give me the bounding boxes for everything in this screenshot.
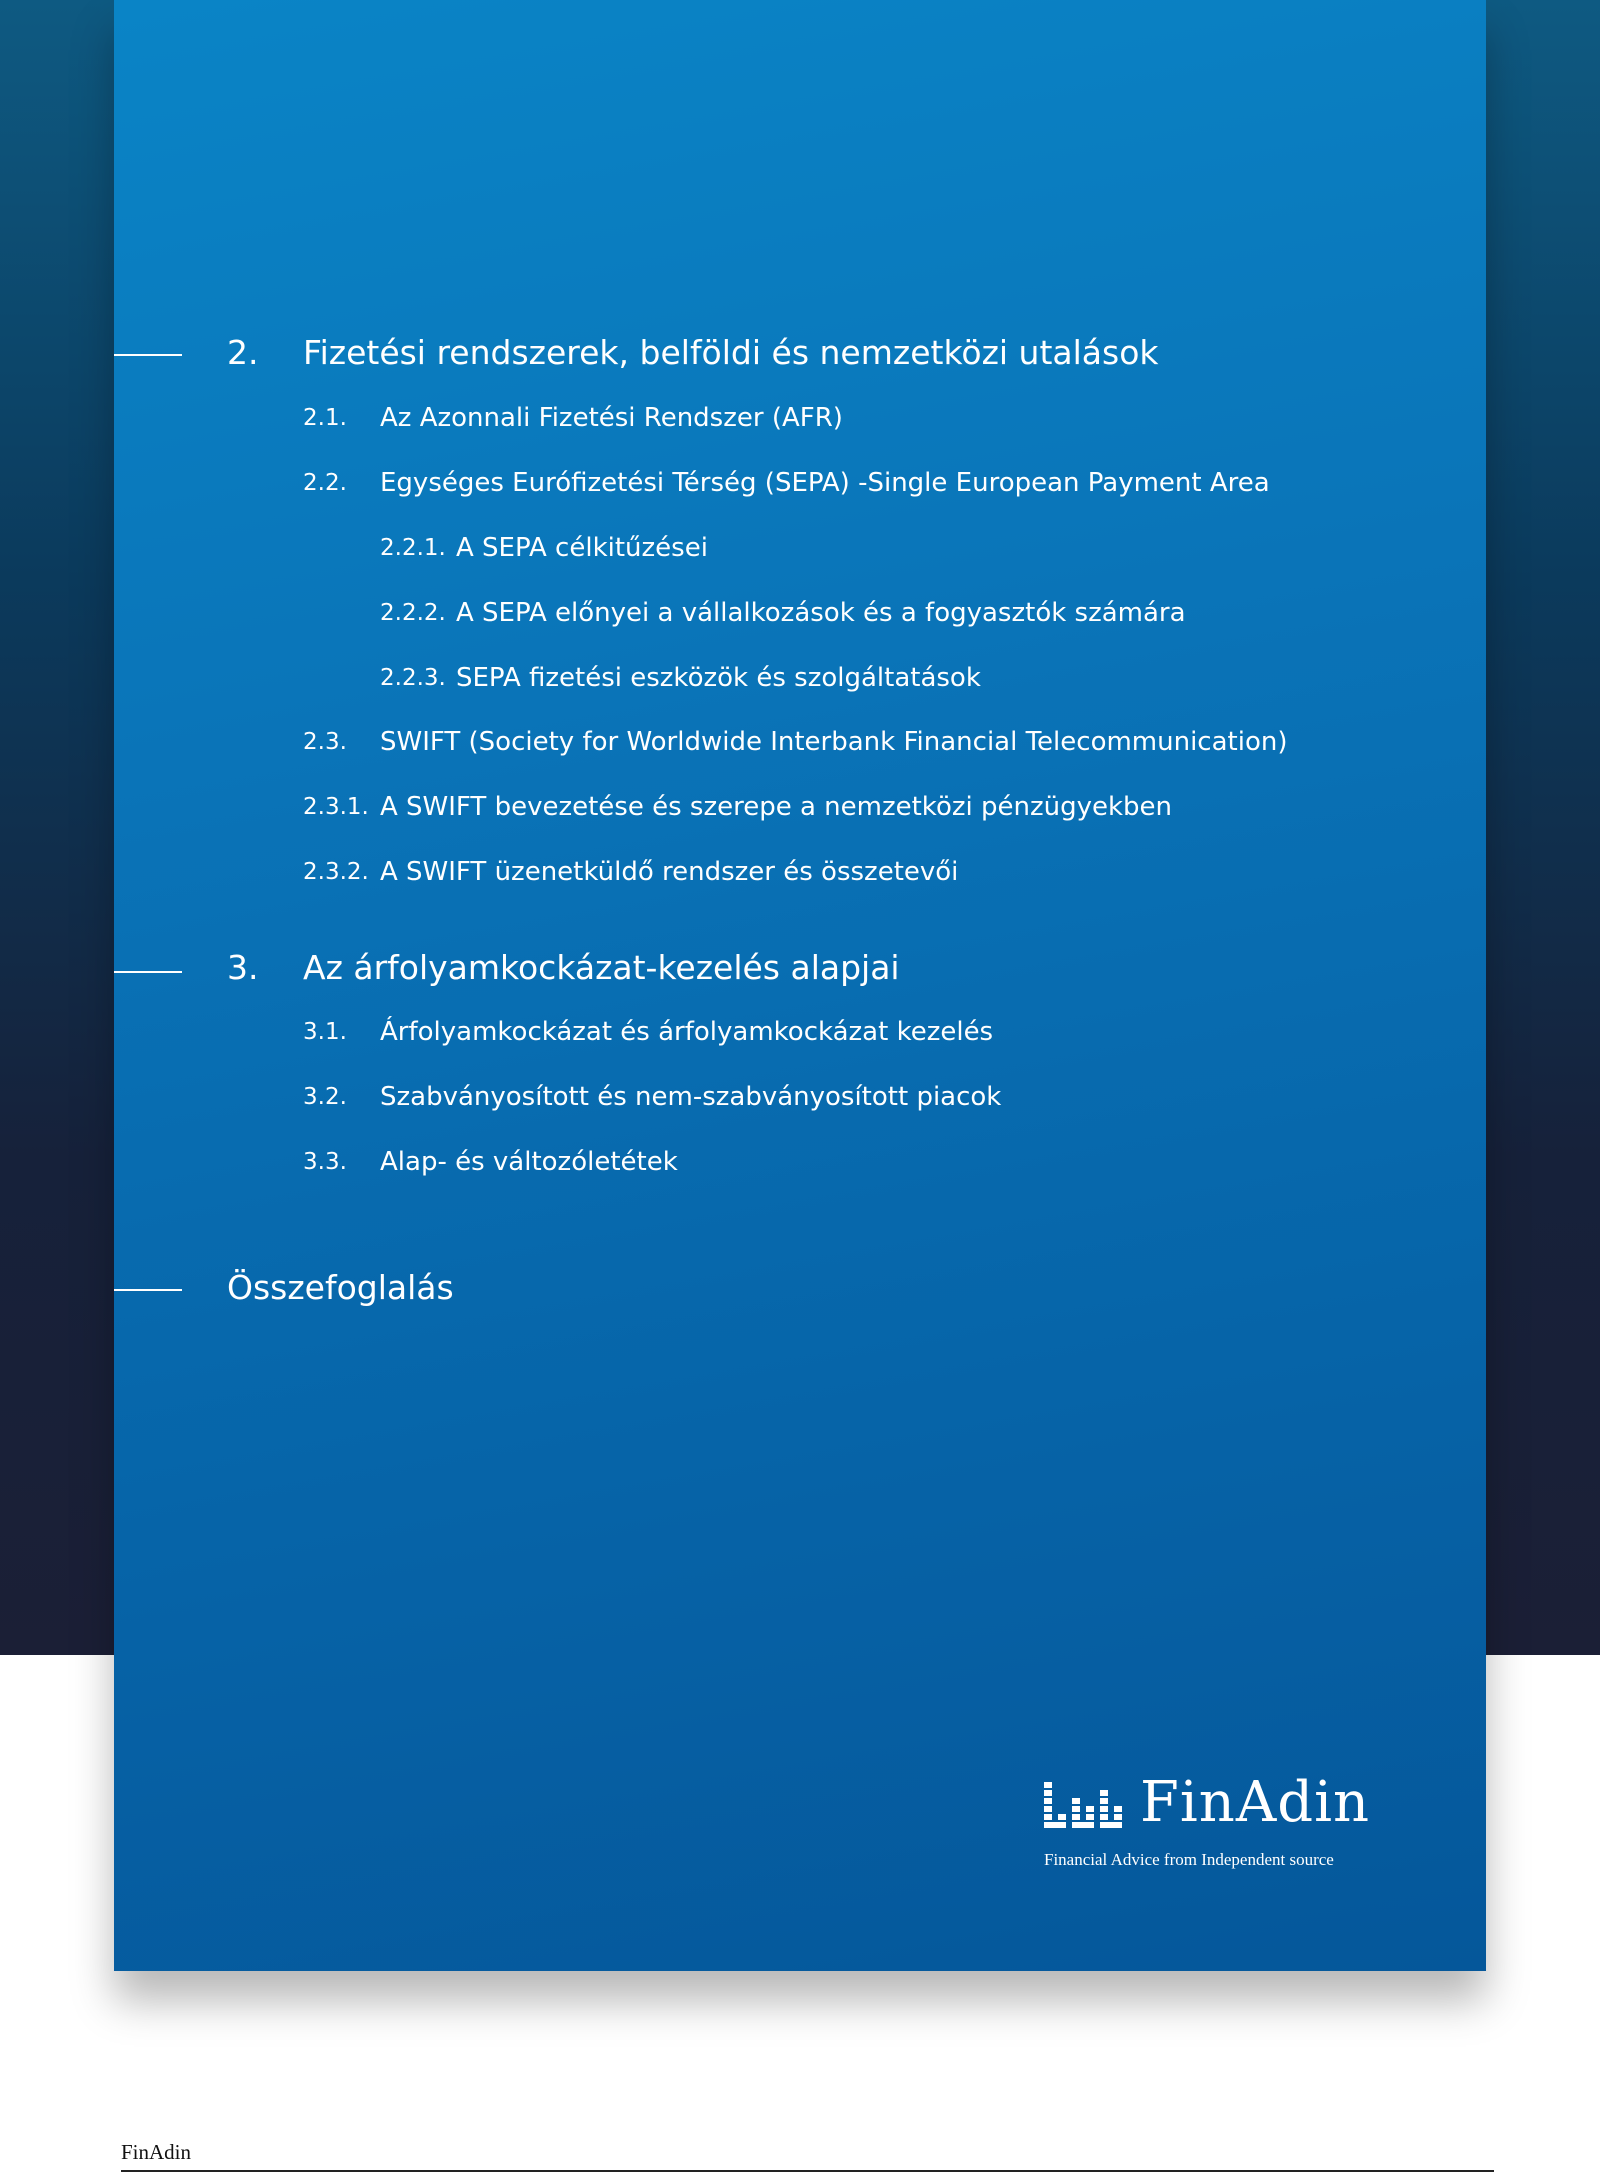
table-of-contents [114,0,1486,1971]
toc-item-number: 2.1. [303,405,347,431]
toc-item-title[interactable]: A SEPA célkitűzései [456,533,708,563]
footer-divider [121,2170,1494,2172]
toc-item-number: 3.1. [303,1019,347,1045]
toc-item-number: 2.2.1. [380,535,446,561]
toc-panel [114,0,1486,1971]
toc-item-title[interactable]: Szabványosított és nem-szabványosított piacok [380,1082,1002,1112]
toc-item-title[interactable]: Alap- és változóletétek [380,1147,678,1177]
section-rule [114,354,182,356]
toc-item-title[interactable]: SEPA fizetési eszközök és szolgáltatások [456,663,981,693]
toc-item-title[interactable]: A SWIFT üzenetküldő rendszer és összetevői [380,857,959,887]
toc-item-number: 2.3.2. [303,859,369,885]
bar-chart-icon [1044,1782,1134,1828]
footer-label: FinAdin [121,2140,192,2164]
toc-item-title[interactable]: Egységes Eurófizetési Térség (SEPA) -Single European Payment Area [380,468,1270,498]
toc-item-title[interactable]: Az Azonnali Fizetési Rendszer (AFR) [380,403,843,433]
section-number: 2. [227,333,259,372]
toc-item-number: 2.3. [303,729,347,755]
toc-item-title[interactable]: SWIFT (Society for Worldwide Interbank Financial Telecommunication) [380,727,1288,757]
toc-item-number: 2.2.2. [380,600,446,626]
logo-name: FinAdin [1140,1770,1371,1835]
logo-tagline: Financial Advice from Independent source [1044,1850,1334,1869]
section-title[interactable]: Az árfolyamkockázat-kezelés alapjai [303,948,900,987]
toc-item-title[interactable]: Árfolyamkockázat és árfolyamkockázat kezelés [380,1017,994,1047]
section-rule [114,1289,182,1291]
toc-item-number: 2.3.1. [303,794,369,820]
toc-item-title[interactable]: A SWIFT bevezetése és szerepe a nemzetközi pénzügyekben [380,792,1173,822]
toc-item-number: 2.2. [303,470,347,496]
toc-item-number: 3.2. [303,1084,347,1110]
section-number: 3. [227,948,259,987]
section-title[interactable]: Fizetési rendszerek, belföldi és nemzetközi utalások [303,333,1159,372]
toc-item-number: 3.3. [303,1149,347,1175]
toc-item-title[interactable]: A SEPA előnyei a vállalkozások és a fogyasztók számára [456,598,1186,628]
section-rule [114,971,182,973]
summary-title[interactable]: Összefoglalás [227,1268,454,1307]
toc-item-number: 2.2.3. [380,665,446,691]
